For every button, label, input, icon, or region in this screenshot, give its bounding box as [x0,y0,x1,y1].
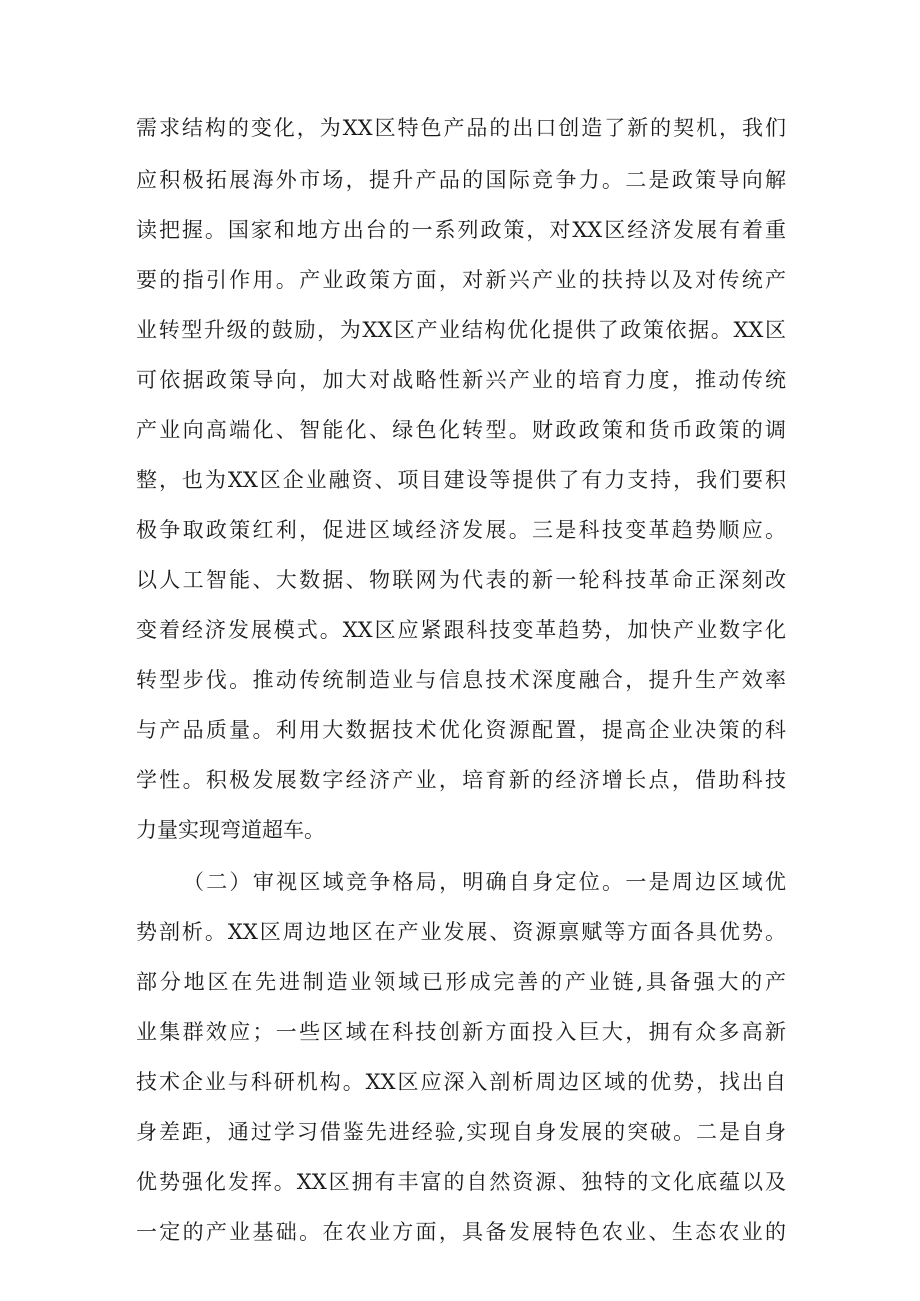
text-line: 可依据政策导向，加大对战略性新兴产业的培育力度，推动传统 [136,368,786,392]
text-line: 以人工智能、大数据、物联网为代表的新一轮科技革命正深刻改 [136,568,786,592]
text-line: 业集群效应；一些区域在科技创新方面投入巨大，拥有众多高新 [136,1020,786,1044]
text-line: 业转型升级的鼓励，为XX区产业结构优化提供了政策依据。XX区 [136,318,786,342]
text-line: 变着经济发展模式。XX区应紧跟科技变革趋势，加快产业数字化 [136,618,786,642]
text-line: 优势强化发挥。XX区拥有丰富的自然资源、独特的文化底蕴以及 [136,1170,786,1194]
text-line: 力量实现弯道超车。 [136,818,325,842]
text-line: 读把握。国家和地方出台的一系列政策，对XX区经济发展有着重 [136,218,786,242]
text-line: 需求结构的变化，为XX区特色产品的出口创造了新的契机，我们 [136,116,786,140]
text-line: 应积极拓展海外市场，提升产品的国际竞争力。二是政策导向解 [136,168,786,192]
text-line: 与产品质量。利用大数据技术优化资源配置，提高企业决策的科 [136,718,786,742]
text-line: 部分地区在先进制造业领域已形成完善的产业链,具备强大的产 [136,970,786,994]
text-line: 极争取政策红利，促进区域经济发展。三是科技变革趋势顺应。 [136,518,786,542]
section-heading-line: （二）审视区域竞争格局，明确自身定位。一是周边区域优 [183,870,786,894]
text-line: 要的指引作用。产业政策方面，对新兴产业的扶持以及对传统产 [136,268,786,292]
text-line: 产业向高端化、智能化、绿色化转型。财政政策和货币政策的调 [136,418,786,442]
text-line: 技术企业与科研机构。XX区应深入剖析周边区域的优势，找出自 [136,1070,786,1094]
text-line: 势剖析。XX区周边地区在产业发展、资源禀赋等方面各具优势。 [136,920,786,944]
text-line: 身差距，通过学习借鉴先进经验,实现自身发展的突破。二是自身 [136,1120,786,1144]
text-line: 转型步伐。推动传统制造业与信息技术深度融合，提升生产效率 [136,668,786,692]
text-line: 学性。积极发展数字经济产业，培育新的经济增长点，借助科技 [136,768,786,792]
text-line: 整，也为XX区企业融资、项目建设等提供了有力支持，我们要积 [136,468,786,492]
text-line: 一定的产业基础。在农业方面，具备发展特色农业、生态农业的 [136,1220,786,1244]
